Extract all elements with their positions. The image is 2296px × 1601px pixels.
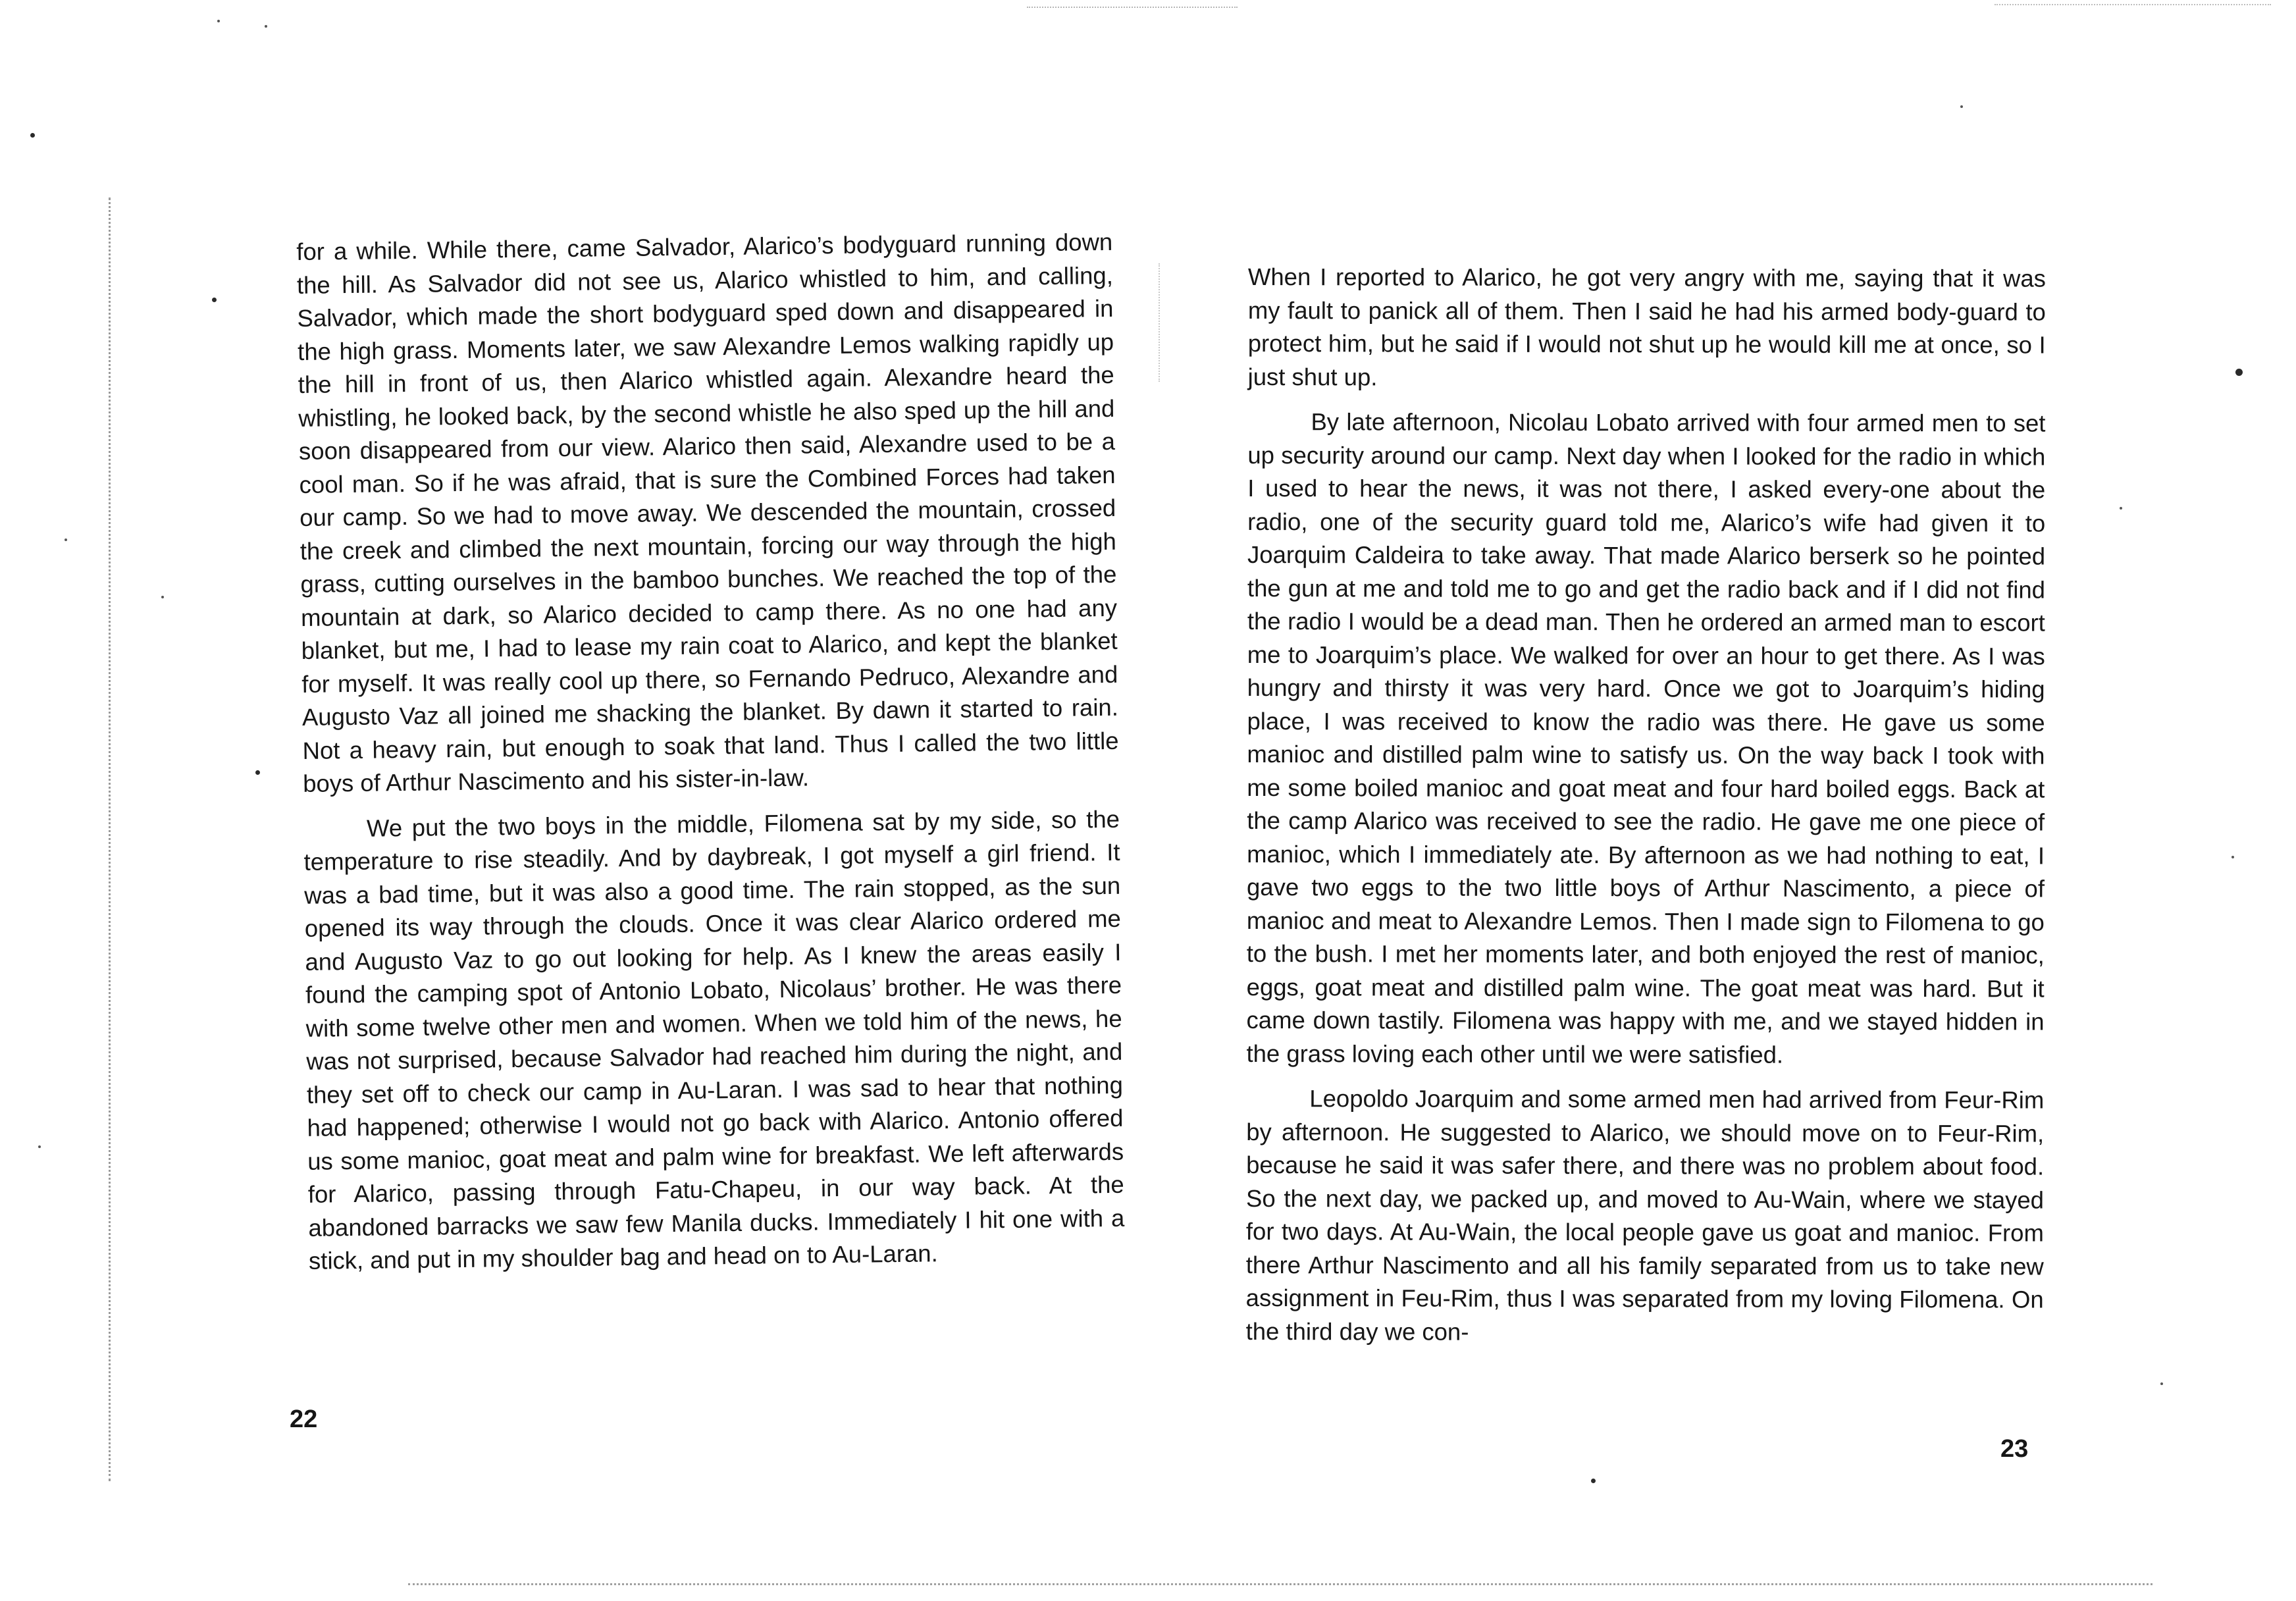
right-page-text [1246,261,2046,1350]
paragraph: When I reported to Alarico, he got very angry with me, saying that it was my fault to panick all of them. Then I said he had his armed body-guard to protect him, but he said if I would not shut up he would kill me at once, so I just shut up. [1247,263,2046,390]
page-number: 22 [290,1405,318,1433]
paragraph: We put the two boys in the middle, Filomena sat by my side, so the temperature to rise steadily. And by daybreak, I got myself a girl friend. It was a bad time, but it was also a good time. The rain stopped, as the sun opened its way through the clouds. Once it was clear Alarico ordered me and Augusto Vaz to go out looking for help. As I knew the areas easily I found the camping spot of Antonio Lobato, Nicolaus’ brother. He was there with some twelve other men and women. When we told him of the news, he was not surprised, because Salvador had reached him during the night, and they set off to check our camp in Au-Laran. I was sad to hear that nothing had happened; otherwise I would not go back with Alarico. Antonio offered us some manioc, goat meat and palm wine for breakfast. We left afterwards for Alarico, passing through Fatu-Chapeu, in our way back. At the abandoned barracks we saw few Manila ducks. Immediately I hit one with a stick, and put in my shoulder bag and head on to Au-Laran. [303,805,1125,1274]
paragraph: for a while. While there, came Salvador, Alarico’s bodyguard running down the hill. As Salvador did not see us, Alarico whistled to him, and calling, Salvador, which made the short bodyguard sped down and disappeared in the high grass. Moments later, we saw Alexandre Lemos walking rapidly up the hill in front of us, then Alarico whistled again. Alexandre heard the whistling, he looked back, by the second whistle he also sped up the hill and soon disappeared from our view. Alarico then said, Alexandre used to be a cool man. So if he was afraid, that is sure the Combined Forces had taken our camp. So we had to move away. We descended the mountain, crossed the creek and climbed the next mountain, forcing our way through the high grass, cutting ourselves in the bamboo bunches. We reached the top of the mountain at dark, so Alarico decided to camp there. As no one had any blanket, but me, I had to lease my rain coat to Alarico, and kept the blanket for myself. It was really cool up there, so Fernando Pedruco, Alexandre and Augusto Vaz all joined me shacking the blanket. By dawn it started to rain. Not a heavy rain, but enough to soak that land. Thus I called the two little boys of Arthur Nascimento and his sister-in-law. [296,228,1119,797]
paragraph: By late afternoon, Nicolau Lobato arrived with four armed men to set up security around our camp. Next day when I looked for the radio in which I used to hear the news, it was not there, I asked every-one about the radio, one of the security guard told me, Alarico’s wife had given it to Joarquim Caldeira to take away. That made Alarico berserk so he pointed the gun at me and told me to go and get the radio back and if I did not find the radio I would be a dead man. Then he ordered an armed man to escort me to Joarquim’s place. We walked for over an hour to get there. As I was hungry and thirsty it was very hard. Once we got to Joarquim’s hiding place, I was received to know the radio was there. He gave us some manioc and distilled palm wine to satisfy us. On the way back I took with me some boiled manioc and goat meat and four hard boiled eggs. Back at the camp Alarico was received to see the radio. He gave me one piece of manioc, which I immediately ate. By afternoon as we had nothing to eat, I gave two eggs to the two little boys of Arthur Nascimento, a piece of manioc and meat to Alexandre Lemos. Then I made sign to Filomena to go to the bush. I met her moments later, and both enjoyed the rest of manioc, eggs, goat meat and distilled palm wine. The goat meat was hard. But it came down tastily. Filomena was happy with me, and we stayed hidden in the grass loving each other until we were satisfied. [1246,408,2046,1068]
page-right [1148,0,2296,1601]
paragraph: Leopoldo Joarquim and some armed men had arrived from Feur-Rim by afternoon. He suggested to Alarico, we should move on to Feur-Rim, because he said it was safer there, and there was no problem about food. So the next day, we packed up, and moved to Au-Wain, where we stayed for two days. At Au-Wain, the local people gave us goat and manioc. From there Arthur Nascimento and all his family separated from us to take new assignment in Feu-Rim, thus I was separated from my loving Filomena. On the third day we con- [1245,1085,2045,1346]
left-page-text [296,226,1125,1278]
page-number: 23 [2000,1435,2029,1463]
